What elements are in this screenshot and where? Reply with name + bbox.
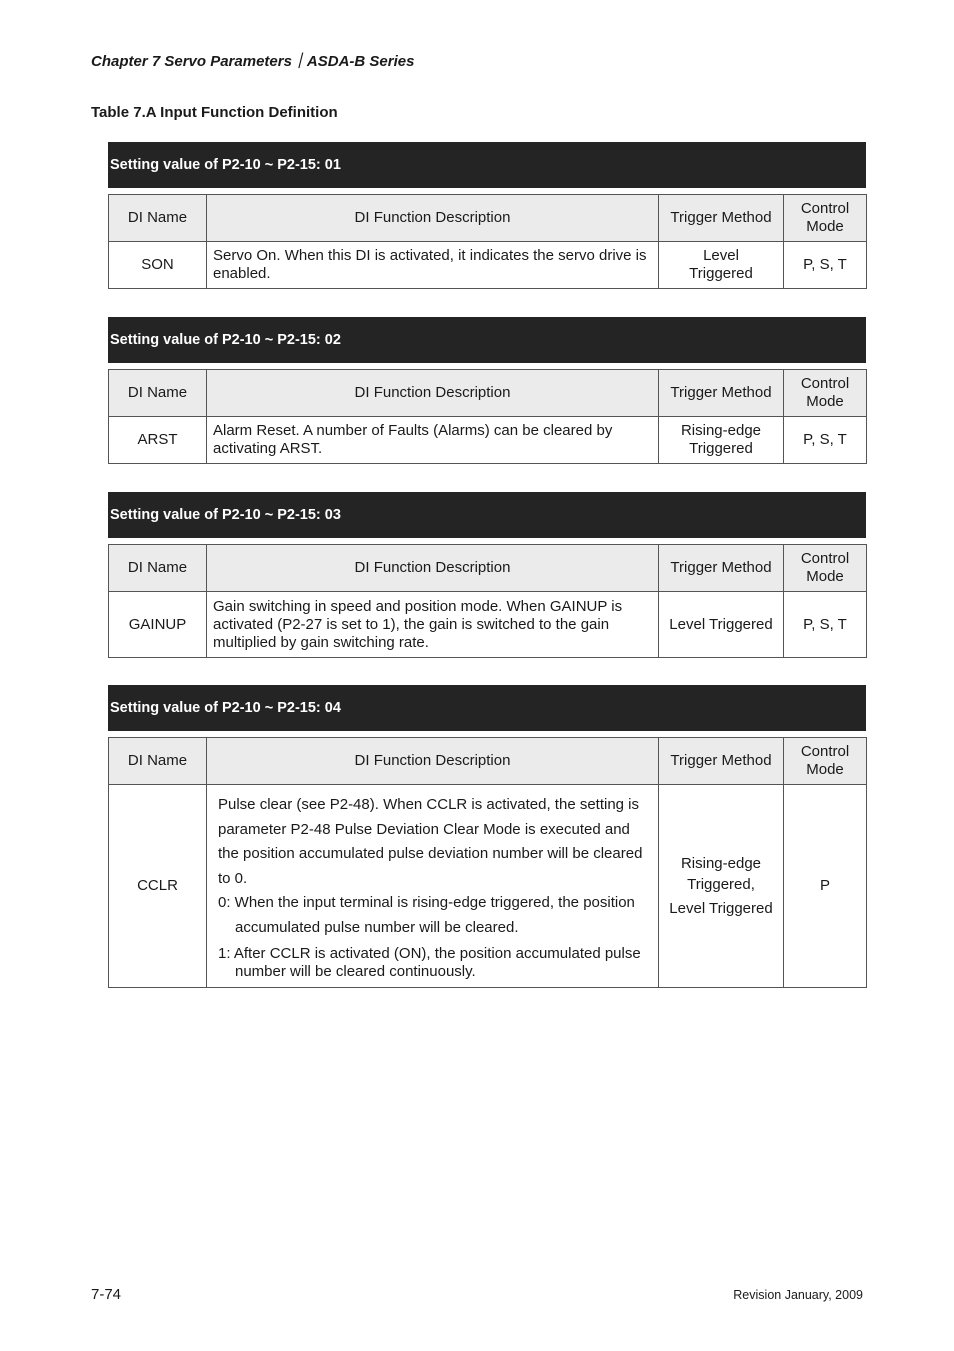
function-table bbox=[108, 369, 867, 464]
function-table bbox=[108, 544, 867, 658]
table-header-row bbox=[109, 370, 867, 417]
di-description: Alarm Reset. A number of Faults (Alarms) can be cleared by activating ARST. bbox=[207, 417, 659, 464]
control-mode: P, S, T bbox=[784, 417, 867, 464]
col-description: DI Function Description bbox=[207, 370, 659, 417]
di-name: CCLR bbox=[109, 785, 207, 988]
col-trigger: Trigger Method bbox=[659, 195, 784, 242]
col-di-name: DI Name bbox=[109, 738, 207, 785]
trigger-line-2: Level Triggered bbox=[669, 900, 773, 917]
table-row bbox=[109, 785, 867, 988]
section-02 bbox=[108, 317, 866, 464]
section-03 bbox=[108, 492, 866, 658]
col-di-name: DI Name bbox=[109, 195, 207, 242]
table-row bbox=[109, 592, 867, 658]
revision-note: Revision January, 2009 bbox=[733, 1288, 863, 1302]
chapter-header: Chapter 7 Servo Parameters｜ASDA-B Series bbox=[91, 53, 415, 70]
trigger-text: Level Triggered bbox=[689, 247, 753, 282]
trigger-method bbox=[659, 242, 784, 289]
description-item-1: 1: After CCLR is activated (ON), the position accumulated pulse number will be cleared continuously. bbox=[218, 945, 641, 980]
page-number: 7-74 bbox=[91, 1286, 122, 1303]
col-trigger: Trigger Method bbox=[659, 370, 784, 417]
di-description: Gain switching in speed and position mode. When GAINUP is activated (P2-27 is set to 1), the gain is switched to the gain multiplied by gain switching rate. bbox=[207, 592, 659, 658]
col-mode: Control Mode bbox=[784, 370, 867, 417]
control-mode: P, S, T bbox=[784, 592, 867, 658]
di-name: GAINUP bbox=[109, 592, 207, 658]
col-mode: Control Mode bbox=[784, 738, 867, 785]
di-description: Servo On. When this DI is activated, it indicates the servo drive is enabled. bbox=[207, 242, 659, 289]
description-intro: Pulse clear (see P2-48). When CCLR is activated, the setting is parameter P2-48 Pulse Deviation Clear Mode is executed and the position accumulated pulse deviation number will be cleared to 0. bbox=[218, 796, 643, 887]
col-di-name: DI Name bbox=[109, 545, 207, 592]
table-row bbox=[109, 242, 867, 289]
col-trigger: Trigger Method bbox=[659, 738, 784, 785]
setting-band: Setting value of P2-10 ~ P2-15: 01 bbox=[108, 142, 866, 188]
col-description: DI Function Description bbox=[207, 545, 659, 592]
section-01 bbox=[108, 142, 866, 289]
col-mode: Control Mode bbox=[784, 545, 867, 592]
di-name: SON bbox=[109, 242, 207, 289]
trigger-method: Level Triggered bbox=[659, 592, 784, 658]
setting-band: Setting value of P2-10 ~ P2-15: 02 bbox=[108, 317, 866, 363]
trigger-method bbox=[659, 417, 784, 464]
col-trigger: Trigger Method bbox=[659, 545, 784, 592]
trigger-method bbox=[659, 785, 784, 988]
col-di-name: DI Name bbox=[109, 370, 207, 417]
control-mode: P, S, T bbox=[784, 242, 867, 289]
col-mode: Control Mode bbox=[784, 195, 867, 242]
trigger-line-1: Rising-edge Triggered, bbox=[680, 855, 762, 893]
trigger-text: Rising-edge Triggered bbox=[680, 422, 762, 457]
control-mode: P bbox=[784, 785, 867, 988]
table-header-row bbox=[109, 195, 867, 242]
table-header-row bbox=[109, 738, 867, 785]
di-description bbox=[207, 785, 659, 988]
section-04 bbox=[108, 685, 866, 988]
description-item-0: 0: When the input terminal is rising-edge triggered, the position accumulated pulse number will be cleared. bbox=[218, 894, 635, 936]
col-description: DI Function Description bbox=[207, 195, 659, 242]
setting-band: Setting value of P2-10 ~ P2-15: 03 bbox=[108, 492, 866, 538]
table-title: Table 7.A Input Function Definition bbox=[91, 104, 338, 121]
setting-band: Setting value of P2-10 ~ P2-15: 04 bbox=[108, 685, 866, 731]
function-table bbox=[108, 737, 867, 988]
table-header-row bbox=[109, 545, 867, 592]
table-row bbox=[109, 417, 867, 464]
function-table bbox=[108, 194, 867, 289]
col-description: DI Function Description bbox=[207, 738, 659, 785]
di-name: ARST bbox=[109, 417, 207, 464]
